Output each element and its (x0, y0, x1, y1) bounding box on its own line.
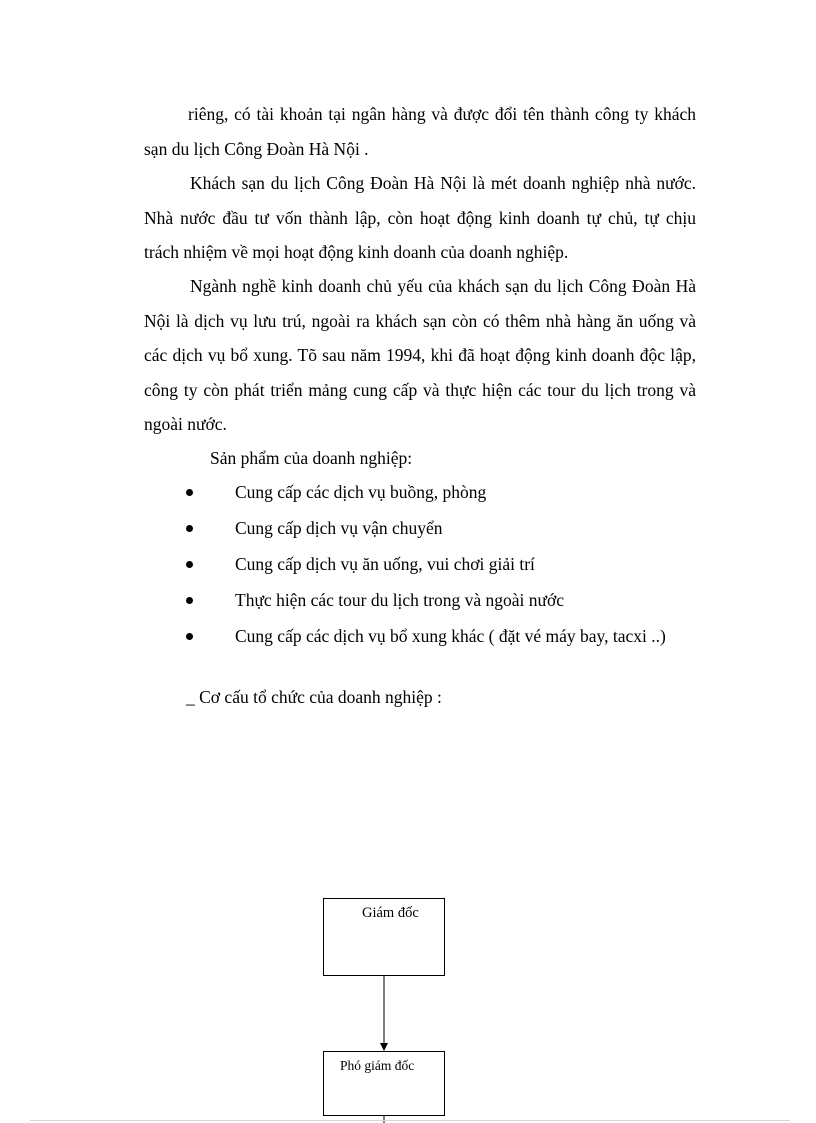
product-label: Cung cấp các dịch vụ bổ xung khác ( đặt vé máy bay, tacxi ..) (235, 626, 666, 646)
product-label: Cung cấp các dịch vụ buồng, phòng (235, 482, 487, 502)
bullet-icon (186, 489, 193, 496)
paragraph-company-rename-text: riêng, có tài khoản tại ngân hàng và được đổi tên thành công ty khách sạn du lịch Công Đoàn Hà Nội . (144, 104, 696, 159)
structure-heading: _ Cơ cấu tổ chức của doanh nghiệp : (186, 687, 442, 707)
paragraph-business-lines: Ngành nghề kinh doanh chủ yếu của khách sạn du lịch Công Đoàn Hà Nội là dịch vụ lưu trú, ngoài ra khách sạn còn có thêm nhà hàng ăn uống và các dịch vụ bổ xung. Tõ sau năm 1994, khi đã hoạt động kinh doanh độc lập, công ty còn phát triển mảng cung cấp và thực hiện các tour du lịch trong và ngoài nước. (144, 276, 696, 434)
list-item (186, 624, 716, 660)
products-heading: Sản phẩm của doanh nghiệp: (210, 448, 413, 468)
paragraph-company-rename (144, 97, 696, 166)
director-label: Giám đốc (362, 905, 419, 921)
product-label: Cung cấp dịch vụ vận chuyển (235, 518, 443, 538)
bullet-icon (186, 525, 193, 532)
org-box-deputy-director (323, 1051, 445, 1116)
arrowhead-icon (380, 1043, 388, 1051)
bullet-icon (186, 597, 193, 604)
deputy-director-label: Phó giám đốc (340, 1058, 415, 1073)
products-list (186, 480, 716, 660)
org-box-director (323, 898, 445, 976)
list-item (186, 516, 716, 552)
list-item (186, 552, 716, 588)
bullet-icon (186, 561, 193, 568)
list-item (186, 480, 716, 516)
page-bottom-divider (30, 1120, 790, 1121)
product-label: Cung cấp dịch vụ ăn uống, vui chơi giải trí (235, 554, 535, 574)
product-label: Thực hiện các tour du lịch trong và ngoài nước (235, 590, 565, 610)
list-item (186, 588, 716, 624)
bullet-icon (186, 633, 193, 640)
paragraph-enterprise-type: Khách sạn du lịch Công Đoàn Hà Nội là mét doanh nghiệp nhà nước. Nhà nước đầu tư vốn thành lập, còn hoạt động kinh doanh tự chủ, tự chịu trách nhiệm về mọi hoạt động kinh doanh của doanh nghiệp. (144, 173, 696, 262)
